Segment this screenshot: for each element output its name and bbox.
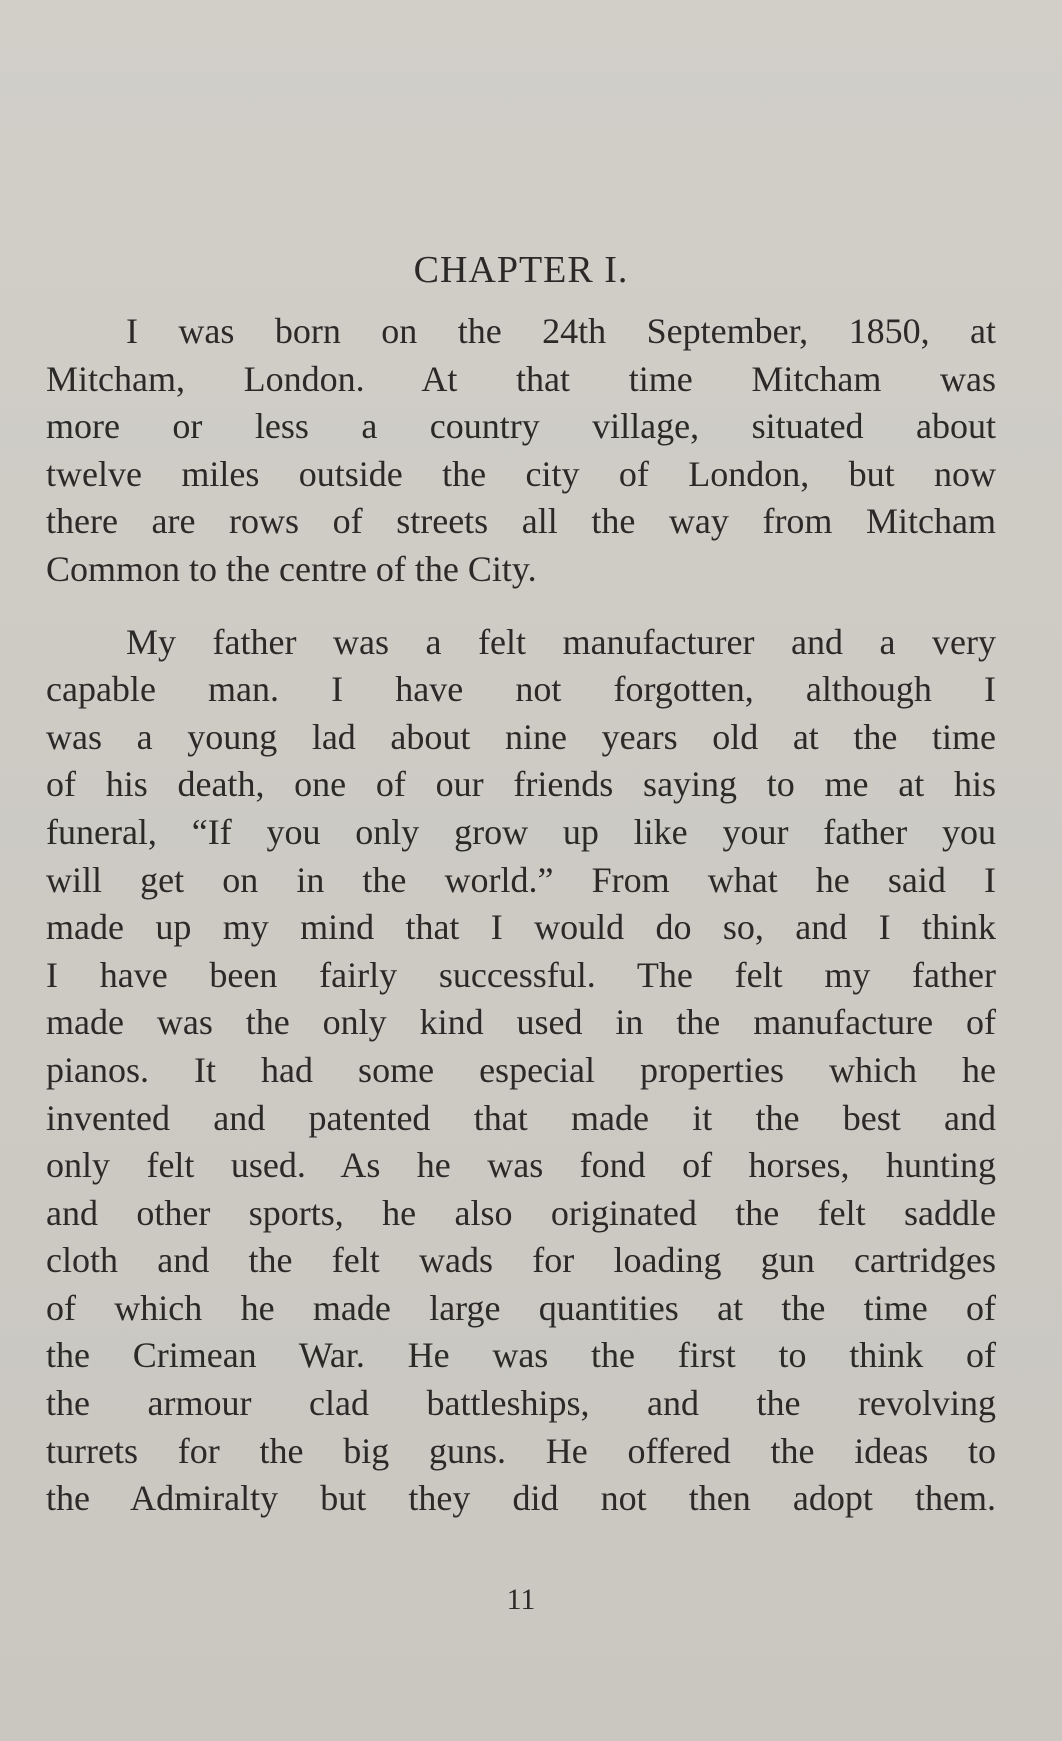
- text-line: and other sports, he also originated the felt saddle: [46, 1192, 996, 1233]
- text-line: the Admiralty but they did not then adopt them.: [46, 1478, 996, 1519]
- text-line: Common to the centre of the City.: [46, 548, 537, 589]
- text-line: cloth and the felt wads for loading gun cartridges: [46, 1240, 996, 1281]
- text-line: of which he made large quantities at the time of: [46, 1287, 996, 1328]
- text-line: the armour clad battleships, and the revolving: [46, 1383, 996, 1424]
- body-text: [46, 308, 996, 1523]
- text-line: of his death, one of our friends saying to me at his: [46, 764, 996, 805]
- text-line: I was born on the 24th September, 1850, at: [126, 311, 996, 351]
- text-line: turrets for the big guns. He offered the ideas to: [46, 1430, 996, 1471]
- paragraph-1: [46, 308, 996, 594]
- text-line: more or less a country village, situated about: [46, 406, 996, 447]
- text-line: invented and patented that made it the best and: [46, 1097, 996, 1138]
- chapter-heading: CHAPTER I.: [413, 249, 629, 291]
- text-line: the Crimean War. He was the first to think of: [46, 1335, 996, 1376]
- paragraph-2: [46, 619, 996, 1523]
- text-line: was a young lad about nine years old at the time: [46, 716, 996, 757]
- text-line: made was the only kind used in the manufacture of: [46, 1002, 996, 1043]
- text-line: only felt used. As he was fond of horses, hunting: [46, 1145, 996, 1186]
- text-line: I have been fairly successful. The felt my father: [46, 954, 996, 995]
- text-line: will get on in the world.” From what he said I: [46, 859, 996, 900]
- text-line: capable man. I have not forgotten, although I: [46, 669, 996, 710]
- text-line: made up my mind that I would do so, and I think: [46, 907, 996, 948]
- text-line: twelve miles outside the city of London, but now: [46, 453, 996, 494]
- text-line: funeral, “If you only grow up like your father you: [46, 811, 996, 852]
- text-line: Mitcham, London. At that time Mitcham was: [46, 358, 996, 399]
- page-number: 11: [506, 1583, 536, 1616]
- text-line: My father was a felt manufacturer and a very: [126, 621, 996, 662]
- text-line: pianos. It had some especial properties which he: [46, 1049, 996, 1090]
- text-line: there are rows of streets all the way from Mitcham: [46, 501, 996, 542]
